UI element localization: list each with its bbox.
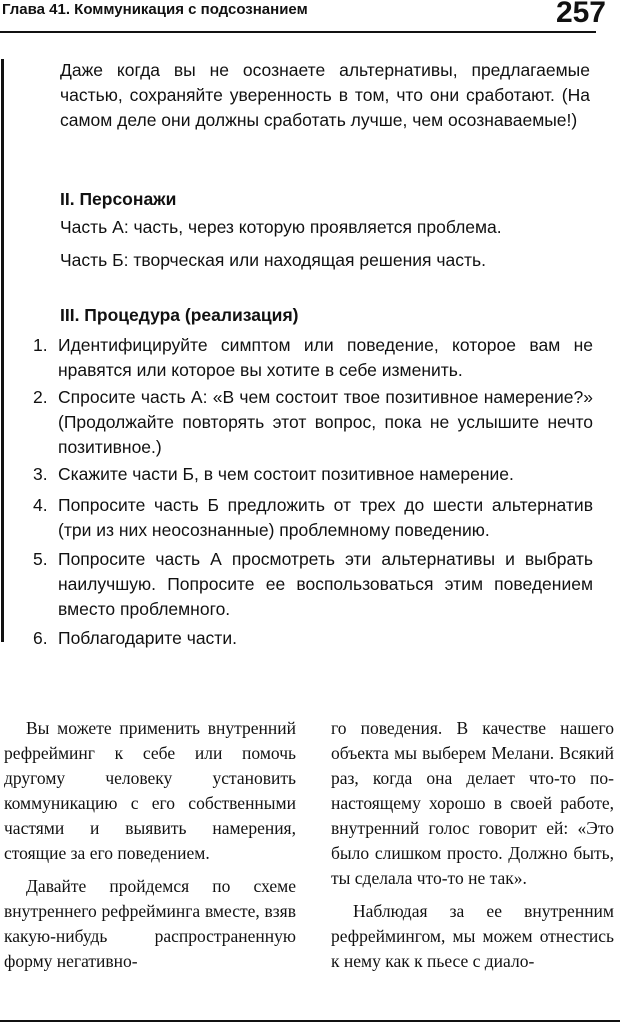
procedure-step xyxy=(33,462,593,487)
body-paragraph: го поведения. В качестве нашего объекта мы выберем Мелани. Всякий раз, когда она делает что-то по-настоящему хорошо в своей работе, внутренний голос говорит ей: «Это было слишком просто. Должно быть, ты сделала что-то не так». xyxy=(331,718,614,888)
procedure-step xyxy=(33,547,593,622)
step-number: 1. xyxy=(33,335,48,355)
part-b-description: Часть Б: творческая или находящая решения часть. xyxy=(60,250,486,270)
procedure-step xyxy=(33,626,593,651)
step-text: Идентифицируйте симптом или поведение, которое вам не нравятся или которое вы хотите в себе изменить. xyxy=(58,335,593,380)
page-number: 257 xyxy=(555,0,606,29)
body-column-right xyxy=(331,716,614,974)
step-text: Поблагодарите части. xyxy=(58,628,237,648)
procedure-step xyxy=(33,493,593,543)
intro-paragraph: Даже когда вы не осознаете альтернативы, предлагаемые частью, сохраняйте уверенность в том, что они сработают. (На самом деле они должны сработать лучше, чем осознаваемые!) xyxy=(60,60,590,130)
body-paragraph: Давайте пройдемся по схеме внутреннего рефрейминга вместе, взяв какую-нибудь распространенную форму негативно- xyxy=(4,876,296,971)
step-text: Попросите часть А просмотреть эти альтернативы и выбрать наилучшую. Попросите ее воспользоваться этим поведением вместо проблемного. xyxy=(58,549,593,619)
step-text: Скажите части Б, в чем состоит позитивное намерение. xyxy=(58,464,514,484)
step-text: Спросите часть А: «В чем состоит твое позитивное намерение?» (Продолжайте повторять этот вопрос, пока не услышите нечто позитивное.) xyxy=(58,387,593,457)
step-number: 4. xyxy=(33,495,48,515)
header-rule xyxy=(0,31,596,33)
step-number: 5. xyxy=(33,549,48,569)
step-number: 3. xyxy=(33,464,48,484)
procedure-heading: III. Процедура (реализация) xyxy=(60,305,299,325)
characters-heading: II. Персонажи xyxy=(60,189,177,209)
sidebar-bar xyxy=(1,59,4,642)
body-paragraph: Наблюдая за ее внутренним рефреймингом, мы можем отнестись к нему как к пьесе с диало- xyxy=(331,901,614,971)
footer-rule xyxy=(0,1020,620,1022)
step-number: 2. xyxy=(33,387,48,407)
part-a-description: Часть А: часть, через которую проявляется проблема. xyxy=(60,217,502,237)
chapter-title: Глава 41. Коммуникация с подсознанием xyxy=(2,1,308,18)
body-paragraph: Вы можете применить внутренний рефрейминг к себе или помочь другому человеку установить коммуникацию с его собственными частями и выявить намерения, стоящие за его поведением. xyxy=(4,718,296,863)
step-text: Попросите часть Б предложить от трех до шести альтернатив (три из них неосознанные) проблемному поведению. xyxy=(58,495,593,540)
body-column-left xyxy=(4,716,296,974)
step-number: 6. xyxy=(33,628,48,648)
procedure-step xyxy=(33,385,593,460)
procedure-step xyxy=(33,333,593,383)
